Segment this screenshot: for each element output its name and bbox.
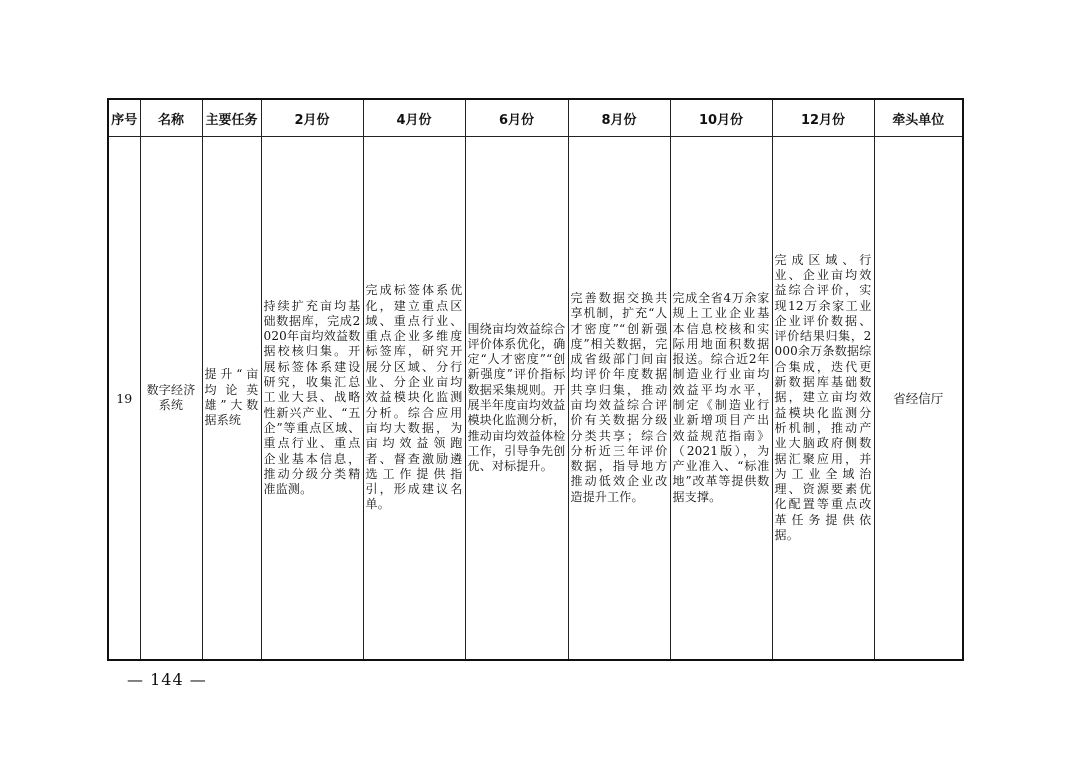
header-feb: 2月份 <box>261 99 363 137</box>
cell-name-text: 数字经济系统 <box>146 382 196 412</box>
cell-index: 19 <box>108 137 140 661</box>
cell-dec-text: 完成区域、行业、企业亩均效益综合评价，实现12万余家工业企业评价数据、评价结果归集，2000余万条数据综合集成，迭代更新数据库基础数据，建立亩均效益模块化监测分析机制，推动产业大脑政府侧数据汇聚应用，并为工业全域治理、资源要素优化配置等重点改革任务提供依据。 <box>774 252 872 543</box>
cell-feb-text: 持续扩充亩均基础数据库，完成2020年亩均效益数据校核归集。开展标签体系建设研究，收集汇总工业大县、战略性新兴产业、“五企”等重点区域、重点行业、重点企业基本信息，推动分级分类精准监测。 <box>263 298 361 497</box>
page-number: — 144 — <box>127 670 207 689</box>
header-lead: 牵头单位 <box>874 99 963 137</box>
cell-aug-text: 完善数据交换共享机制，扩充“人才密度”“创新强度”相关数据，完成省级部门间亩均评价年度数据共享归集，推动亩均效益综合评价有关数据分级分类共享；综合分析近三年评价数据，指导地方推动低效企业改造提升工作。 <box>570 290 668 504</box>
header-oct: 10月份 <box>670 99 772 137</box>
cell-oct-text: 完成全省4万余家规上工业企业基本信息校核和实际用地面积数据报送。综合近2年制造业行业亩均效益平均水平，制定《制造业行业新增项目产出效益规范指南》（2021版），为产业准入、“标准地”改革等提供数据支撑。 <box>672 290 770 504</box>
cell-apr-text: 完成标签体系优化，建立重点区域、重点行业、重点企业多维度标签库，研究开展分区域、分行业、分企业亩均效益模块化监测分析。综合应用亩均大数据，为亩均效益领跑者、督查激励遴选工作提供指引，形成建议名单。 <box>365 283 463 512</box>
header-apr: 4月份 <box>363 99 465 137</box>
cell-aug <box>568 137 670 661</box>
cell-lead: 省经信厅 <box>874 137 963 661</box>
header-jun: 6月份 <box>465 99 568 137</box>
header-name: 名称 <box>140 99 202 137</box>
cell-name <box>140 137 202 661</box>
cell-dec <box>772 137 874 661</box>
work-plan-table <box>107 98 964 661</box>
header-index: 序号 <box>108 99 140 137</box>
cell-feb <box>261 137 363 661</box>
cell-task-text: 提升“亩均论英雄”大数据系统 <box>204 367 259 428</box>
cell-apr <box>363 137 465 661</box>
cell-jun-text: 围绕亩均效益综合评价体系优化，确定“人才密度”“创新强度”评价指标数据采集规则。开展半年度亩均效益模块化监测分析，推动亩均效益体检工作，引导争先创优、对标提升。 <box>467 321 566 474</box>
cell-jun <box>465 137 568 661</box>
table-row <box>108 137 963 661</box>
table-header-row <box>108 99 963 137</box>
cell-oct <box>670 137 772 661</box>
header-aug: 8月份 <box>568 99 670 137</box>
header-dec: 12月份 <box>772 99 874 137</box>
cell-task <box>202 137 261 661</box>
header-task: 主要任务 <box>202 99 261 137</box>
